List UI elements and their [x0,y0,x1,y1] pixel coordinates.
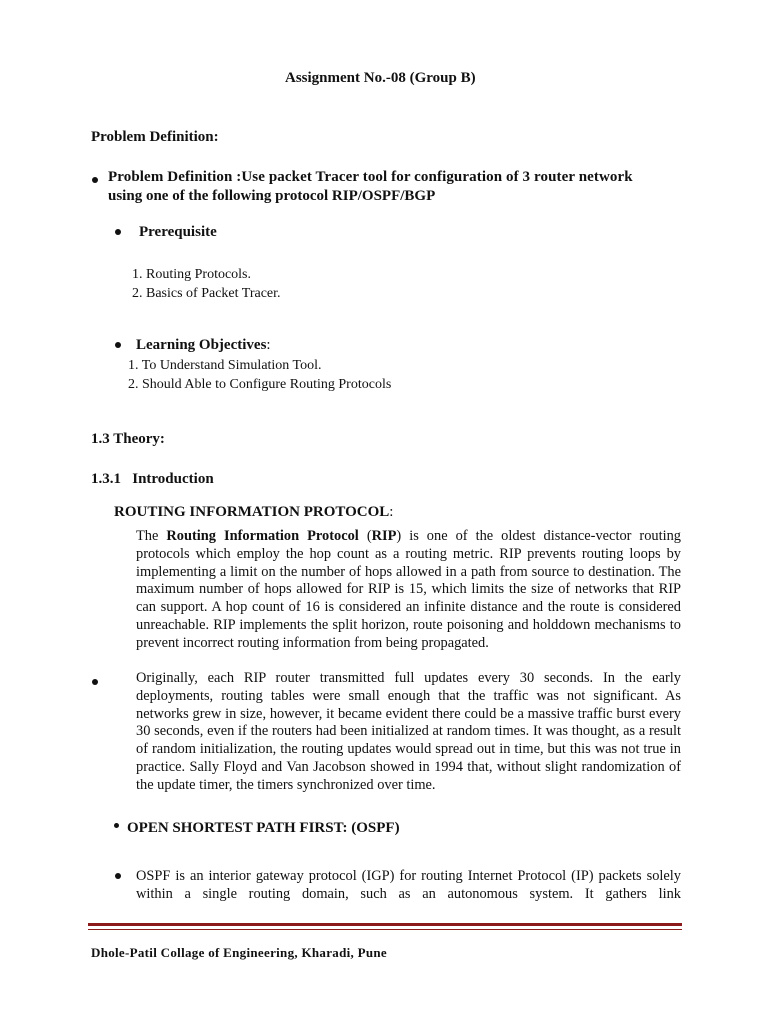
problem-statement-line1: Problem Definition :Use packet Tracer tool for configuration of 3 router network [108,169,633,185]
footer-college-name: Dhole-Patil Collage of Engineering, Kharadi, Pune [91,945,388,960]
objective-item: 2. Should Able to Configure Routing Protocols [128,377,392,392]
bullet-icon [114,823,119,828]
problem-statement-line2: using one of the following protocol RIP/OSPF/BGP [108,188,436,204]
footer-rule [88,923,682,926]
learning-objectives-heading: Learning Objectives: [136,337,271,353]
ospf-paragraph-1: OSPF is an interior gateway protocol (IGP) for routing Internet Protocol (IP) packets solely within a single routing domain, such as an autonomous system. It gathers link [136,868,681,902]
rip-paragraph-1: The Routing Information Protocol (RIP) is one of the oldest distance-vector routing protocols which employ the hop count as a routing metric. RIP prevents routing loops by implementing a limit on the number of hops allowed in a path from source to destination. The maximum number of hops allowed for RIP is 15, which limits the size of networks that RIP can support. A hop count of 16 is considered an infinite distance and the route is considered unreachable. RIP implements the split horizon, route poisoning and holddown mechanisms to prevent incorrect routing information from being propagated. [136,528,682,651]
footer-rule-thin [88,929,682,930]
bullet-icon [115,229,121,235]
bullet-icon [115,873,121,879]
rip-heading: ROUTING INFORMATION PROTOCOL: [114,504,394,520]
problem-definition-heading: Problem Definition: [91,129,219,145]
objective-item: 1. To Understand Simulation Tool. [128,358,322,373]
prerequisite-item: 2. Basics of Packet Tracer. [132,286,281,301]
ospf-heading: OPEN SHORTEST PATH FIRST: (OSPF) [127,820,400,836]
rip-paragraph-2: Originally, each RIP router transmitted full updates every 30 seconds. In the early deployments, routing tables were small enough that the traffic was not significant. As networks grew in size, however, it became evident there could be a massive traffic burst every 30 seconds, even if the routers had been initialized at random times. It was thought, as a result of random initialization, the routing updates would spread out in time, but this was not true in practice. Sally Floyd and Van Jacobson showed in 1994 that, without slight randomization of the update timer, the timers synchronized over time. [136,670,681,793]
prerequisite-item: 1. Routing Protocols. [132,267,252,282]
theory-heading: 1.3 Theory: [91,431,165,447]
prerequisite-heading: Prerequisite [139,224,217,240]
introduction-heading: 1.3.1 Introduction [91,471,214,487]
page-title: Assignment No.-08 (Group B) [285,70,476,86]
bullet-icon [115,342,121,348]
bullet-icon [92,177,98,183]
bullet-icon [92,679,98,685]
